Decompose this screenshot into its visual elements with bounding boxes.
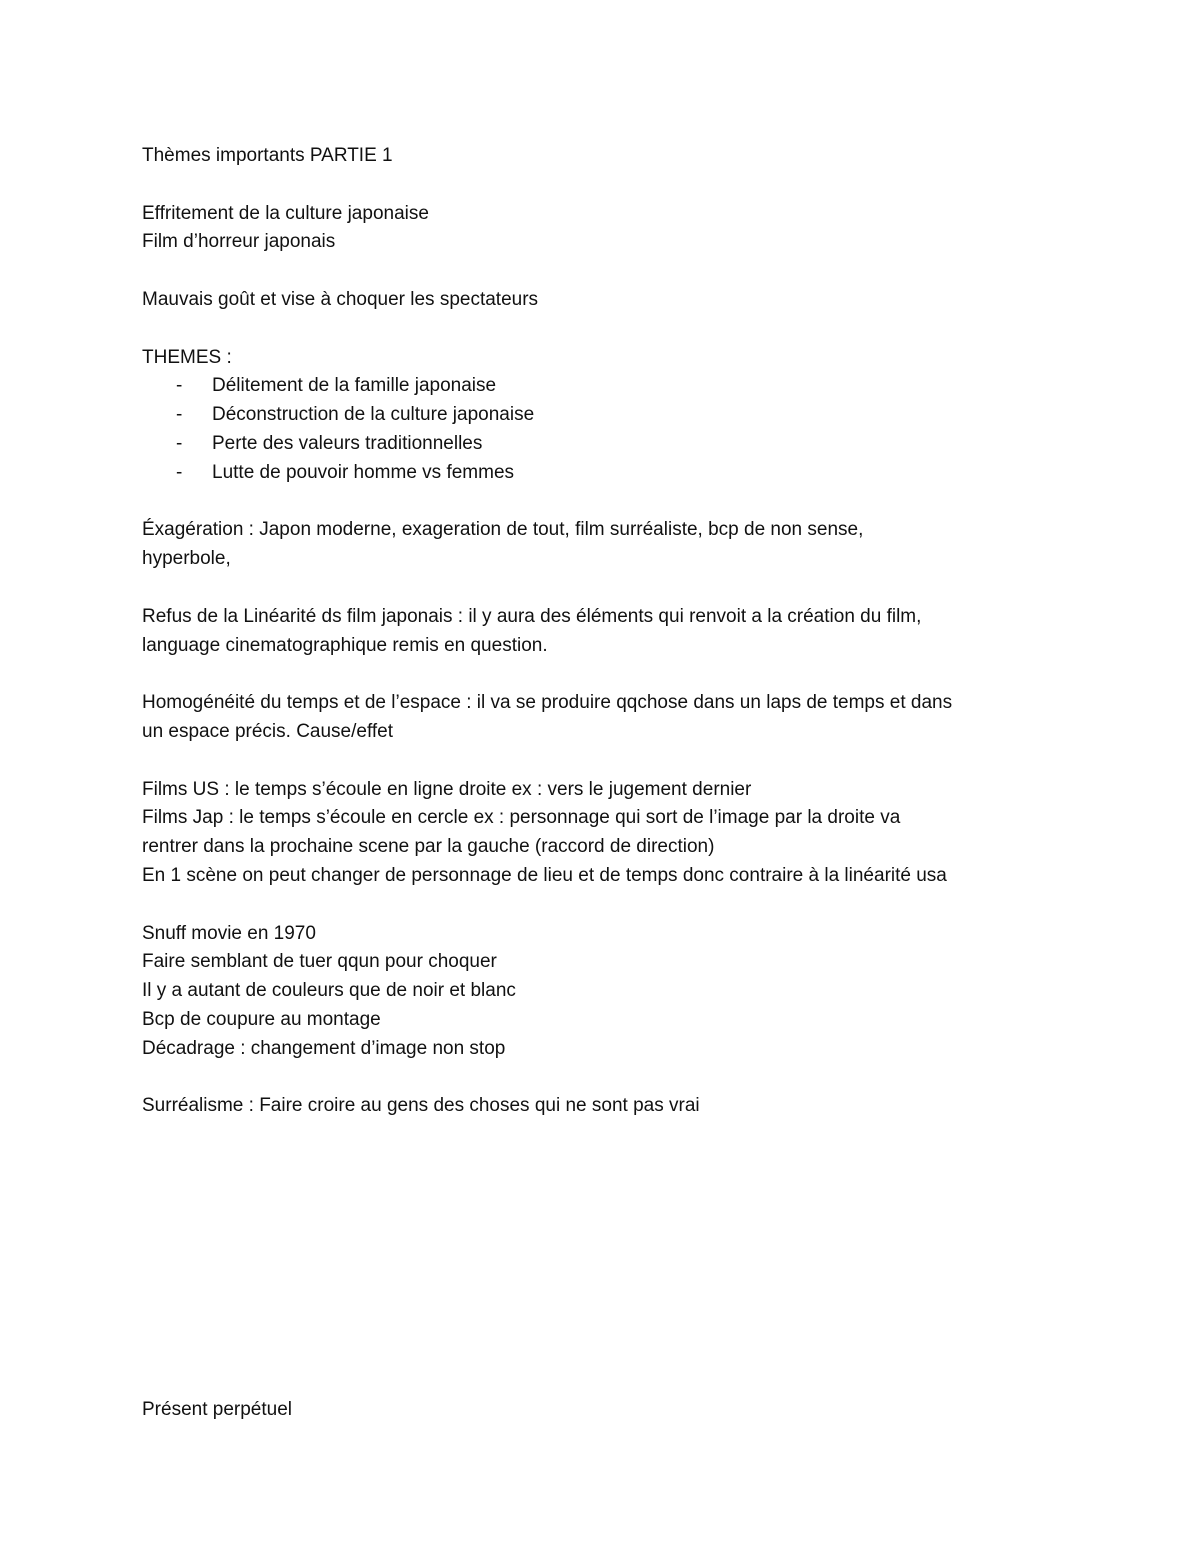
blank-line <box>142 171 1072 200</box>
list-item <box>142 430 1072 459</box>
snuff-line-3: Il y a autant de couleurs que de noir et blanc <box>142 980 516 1002</box>
footer-line: Présent perpétuel <box>142 1399 292 1420</box>
bullet-dash: - <box>176 461 183 483</box>
list-item <box>142 459 1072 488</box>
list-item <box>142 372 1072 401</box>
bullet-dash: - <box>176 432 183 454</box>
blank-line <box>142 1064 1072 1093</box>
blank-line <box>142 891 1072 920</box>
exaggeration-line-2: hyperbole, <box>142 548 231 570</box>
exaggeration-line-1: Éxagération : Japon moderne, exageration de tout, film surréaliste, bcp de non sense, <box>142 519 864 541</box>
blank-line <box>142 747 1072 776</box>
surrealism-line: Surréalisme : Faire croire au gens des choses qui ne sont pas vrai <box>142 1095 700 1117</box>
homogeneity-line-1: Homogénéité du temps et de l’espace : il va se produire qqchose dans un laps de temps et dans <box>142 692 953 714</box>
snuff-line-5: Décadrage : changement d’image non stop <box>142 1037 506 1059</box>
blank-line <box>142 574 1072 603</box>
theme-text: Perte des valeurs traditionnelles <box>212 432 483 454</box>
time-line-4: En 1 scène on peut changer de personnage de lieu et de temps donc contraire à la linéarité usa <box>142 864 947 886</box>
time-line-1: Films US : le temps s’écoule en ligne droite ex : vers le jugement dernier <box>142 778 752 800</box>
blank-line <box>142 488 1072 517</box>
theme-text: Délitement de la famille japonaise <box>212 375 497 397</box>
blank-line <box>142 257 1072 286</box>
linearity-line-1: Refus de la Linéarité ds film japonais : il y aura des éléments qui renvoit a la création du film, <box>142 605 922 627</box>
document-title: Thèmes importants PARTIE 1 <box>142 145 393 166</box>
blank-line <box>142 660 1072 689</box>
intro-line-1: Effritement de la culture japonaise <box>142 202 429 224</box>
theme-text: Déconstruction de la culture japonaise <box>212 404 535 426</box>
bullet-dash: - <box>176 404 183 426</box>
snuff-line-1: Snuff movie en 1970 <box>142 922 316 944</box>
intro-line-2: Film d’horreur japonais <box>142 231 336 253</box>
list-item <box>142 401 1072 430</box>
time-line-2: Films Jap : le temps s’écoule en cercle ex : personnage qui sort de l’image par la droite va <box>142 807 901 829</box>
themes-heading: THEMES : <box>142 346 232 368</box>
document-body <box>142 142 1072 1121</box>
theme-text: Lutte de pouvoir homme vs femmes <box>212 461 515 483</box>
snuff-line-4: Bcp de coupure au montage <box>142 1008 381 1030</box>
homogeneity-line-2: un espace précis. Cause/effet <box>142 720 394 742</box>
linearity-line-2: language cinematographique remis en question. <box>142 634 548 656</box>
blank-line <box>142 315 1072 344</box>
snuff-line-2: Faire semblant de tuer qqun pour choquer <box>142 951 497 973</box>
bullet-dash: - <box>176 375 183 397</box>
taste-line: Mauvais goût et vise à choquer les spectateurs <box>142 288 539 310</box>
time-line-3: rentrer dans la prochaine scene par la gauche (raccord de direction) <box>142 836 715 858</box>
themes-list <box>142 372 1072 487</box>
